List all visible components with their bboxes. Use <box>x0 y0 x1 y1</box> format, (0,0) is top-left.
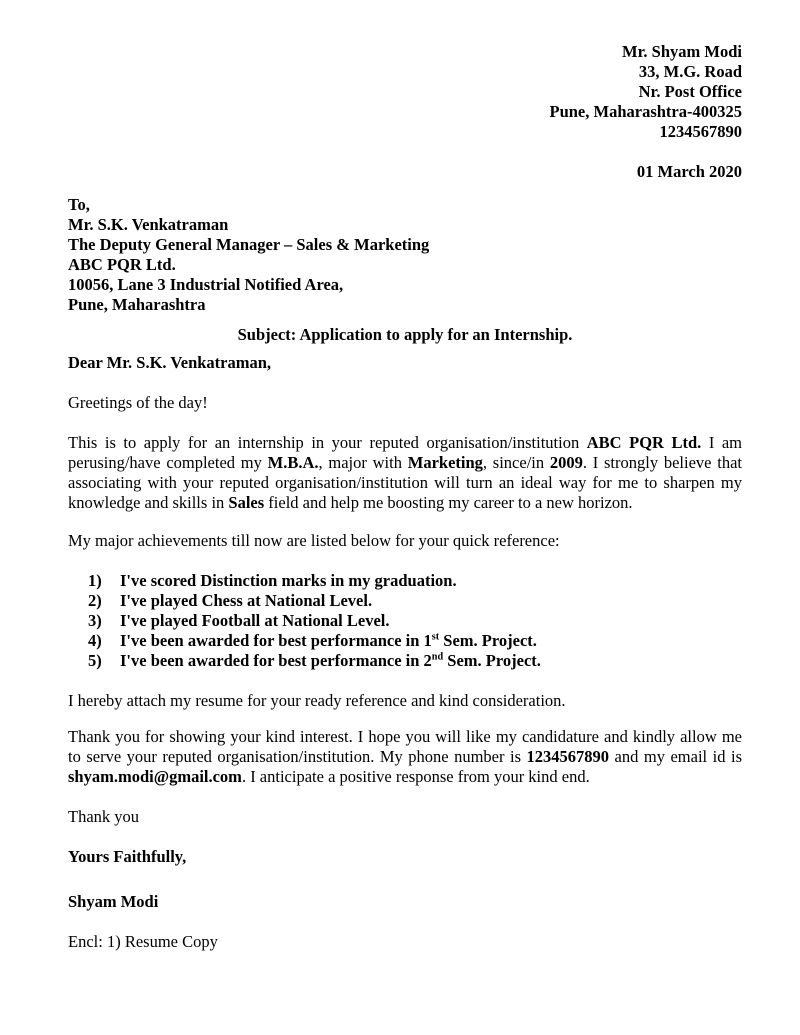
achievement-item <box>88 651 742 671</box>
item-number: 4) <box>88 631 102 650</box>
item-text: I've played Chess at National Level. <box>120 591 373 610</box>
attachment-line: I hereby attach my resume for your ready reference and kind consideration. <box>68 691 566 710</box>
enclosure-line: Encl: 1) Resume Copy <box>68 932 218 951</box>
salutation: Dear Mr. S.K. Venkatraman, <box>68 353 272 372</box>
sender-address-line: 33, M.G. Road <box>638 62 742 81</box>
item-text: I've been awarded for best performance in 1st Sem. Project. <box>120 631 537 650</box>
sender-address-line: Pune, Maharashtra-400325 <box>549 102 742 121</box>
achievements-intro: My major achievements till now are listed below for your quick reference: <box>68 531 560 550</box>
recipient-address-line: 10056, Lane 3 Industrial Notified Area, <box>68 275 344 294</box>
achievements-list <box>68 571 742 671</box>
body-paragraph-1: This is to apply for an internship in your reputed organisation/institution ABC PQR Ltd. I am perusing/have completed my M.B.A., major with Marketing, since/in 2009. I strongly believe that associating with your reputed organisation/institution will turn an ideal way for me to sharpen my knowledge and skills in Sales field and help me boosting my career to a new horizon. <box>68 433 743 512</box>
subject-line: Subject: Application to apply for an Internship. <box>237 325 573 344</box>
greeting-line: Greetings of the day! <box>68 393 208 412</box>
achievement-item <box>88 571 742 591</box>
item-number: 1) <box>88 571 102 590</box>
recipient-title-line: The Deputy General Manager – Sales & Marketing <box>68 235 430 254</box>
item-text: I've played Football at National Level. <box>120 611 390 630</box>
sender-address-line: Mr. Shyam Modi <box>622 42 742 61</box>
recipient-name-line: Mr. S.K. Venkatraman <box>68 215 229 234</box>
sender-phone-line: 1234567890 <box>659 122 742 141</box>
item-number: 5) <box>88 651 102 670</box>
achievement-item <box>88 591 742 611</box>
achievement-item <box>88 611 742 631</box>
recipient-city-line: Pune, Maharashtra <box>68 295 206 314</box>
recipient-company-line: ABC PQR Ltd. <box>68 255 176 274</box>
achievement-item <box>88 631 742 651</box>
signature-name: Shyam Modi <box>68 892 159 911</box>
item-number: 2) <box>88 591 102 610</box>
valediction: Yours Faithfully, <box>68 847 187 866</box>
thank-you-line: Thank you <box>68 807 140 826</box>
recipient-line: To, <box>68 195 90 214</box>
sender-address-line: Nr. Post Office <box>638 82 742 101</box>
sender-address-block <box>68 42 742 142</box>
body-paragraph-2: Thank you for showing your kind interest. I hope you will like my candidature and kindly allow me to serve your reputed organisation/institution. My phone number is 1234567890 and my email id is shyam.modi@gmail.com. I anticipate a positive response from your kind end. <box>68 727 742 786</box>
item-text: I've scored Distinction marks in my graduation. <box>120 571 457 590</box>
item-number: 3) <box>88 611 102 630</box>
letter-date: 01 March 2020 <box>636 162 742 181</box>
recipient-block <box>68 195 742 315</box>
item-text: I've been awarded for best performance in 2nd Sem. Project. <box>120 651 541 670</box>
